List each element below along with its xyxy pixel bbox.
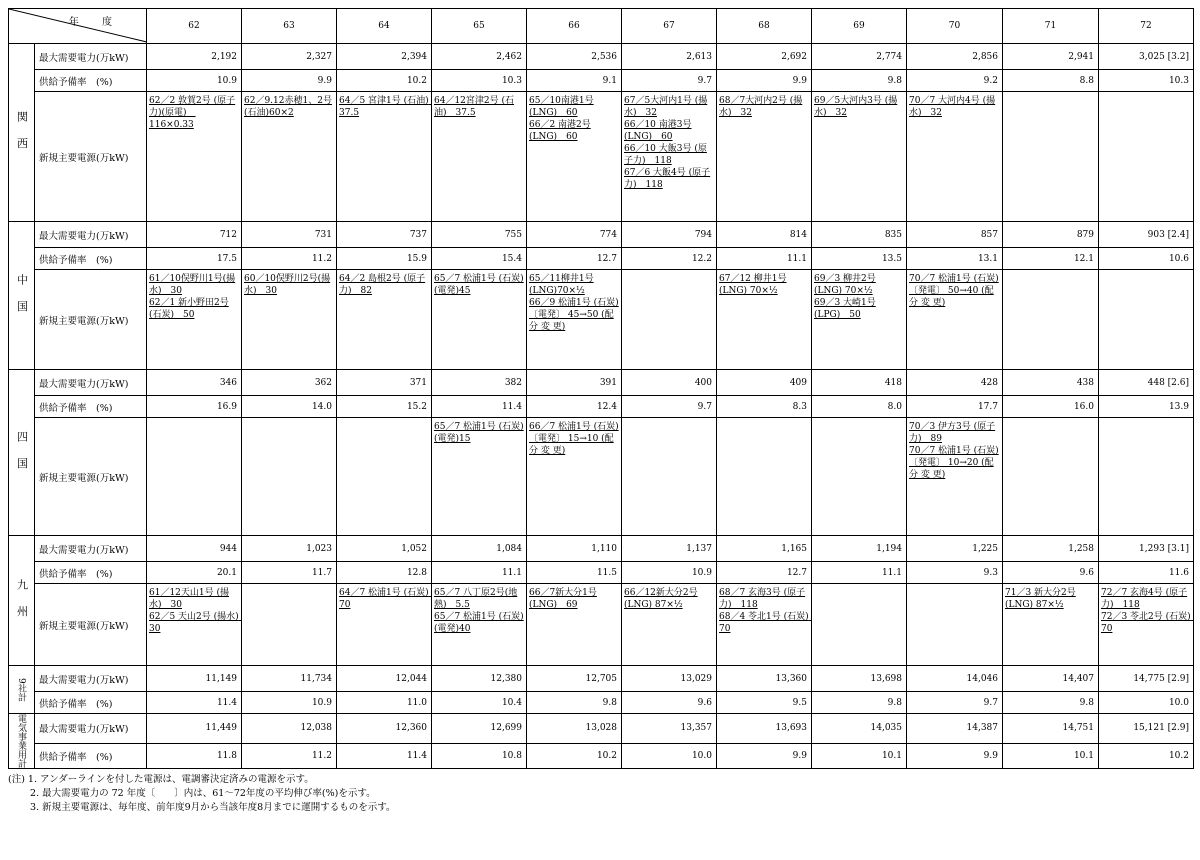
demand-value: 1,194 bbox=[812, 536, 907, 562]
total-demand-value: 12,705 bbox=[527, 666, 622, 692]
reserve-value: 11.2 bbox=[242, 248, 337, 270]
total-demand-value: 14,407 bbox=[1003, 666, 1099, 692]
power-source-entry: 68／4 苓北1号 (石炭) 70 bbox=[719, 612, 809, 634]
power-source-entry: 62／2 敦賀2号 (原子力)(原電) 116×0.33 bbox=[149, 96, 236, 130]
total-demand-value: 12,380 bbox=[432, 666, 527, 692]
power-source-entry: 66／2 南港2号 (LNG) 60 bbox=[529, 120, 591, 142]
reserve-value: 11.5 bbox=[527, 562, 622, 584]
demand-value: 857 bbox=[907, 222, 1003, 248]
demand-value: 737 bbox=[337, 222, 432, 248]
reserve-value: 13.5 bbox=[812, 248, 907, 270]
reserve-value: 13.9 bbox=[1099, 396, 1194, 418]
power-source-entry: 68／7 玄海3号 (原子力) 118 bbox=[719, 588, 806, 610]
sources-cell bbox=[527, 270, 622, 370]
sources-cell bbox=[432, 92, 527, 222]
reserve-label: 供給予備率 (%) bbox=[35, 70, 147, 92]
power-source-entry: 70／3 伊方3号 (原子力) 89 bbox=[909, 422, 996, 444]
sources-cell bbox=[812, 92, 907, 222]
reserve-value: 12.4 bbox=[527, 396, 622, 418]
sources-cell bbox=[242, 270, 337, 370]
reserve-value: 11.1 bbox=[432, 562, 527, 584]
total-reserve-value: 11.2 bbox=[242, 743, 337, 768]
reserve-value: 12.8 bbox=[337, 562, 432, 584]
demand-value: 1,165 bbox=[717, 536, 812, 562]
reserve-value: 17.7 bbox=[907, 396, 1003, 418]
demand-value: 409 bbox=[717, 370, 812, 396]
total-demand-value: 11,449 bbox=[147, 714, 242, 744]
total-demand-value: 14,387 bbox=[907, 714, 1003, 744]
total-demand-value: 14,751 bbox=[1003, 714, 1099, 744]
year-header: 69 bbox=[812, 9, 907, 44]
total-reserve-value: 10.0 bbox=[1099, 692, 1194, 714]
total-reserve-row bbox=[9, 692, 1194, 714]
demand-value: 391 bbox=[527, 370, 622, 396]
year-header: 67 bbox=[622, 9, 717, 44]
sources-cell bbox=[242, 584, 337, 666]
total-demand-value: 12,699 bbox=[432, 714, 527, 744]
sources-row bbox=[9, 584, 1194, 666]
sources-cell bbox=[717, 270, 812, 370]
sources-cell bbox=[622, 270, 717, 370]
reserve-value: 13.1 bbox=[907, 248, 1003, 270]
power-source-entry: 69／3 柳井2号 (LNG) 70×½ bbox=[814, 274, 876, 296]
reserve-label: 供給予備率 (%) bbox=[35, 248, 147, 270]
reserve-value: 9.9 bbox=[717, 70, 812, 92]
demand-value: 755 bbox=[432, 222, 527, 248]
total-demand-value: 14,775 [2.9] bbox=[1099, 666, 1194, 692]
power-source-entry: 61／10俣野川1号(揚水) 30 bbox=[149, 274, 236, 296]
year-header: 63 bbox=[242, 9, 337, 44]
reserve-value: 17.5 bbox=[147, 248, 242, 270]
sources-cell bbox=[432, 270, 527, 370]
power-source-entry: 70／7 松浦1号 (石炭)〔発電〕 50→40 (配 分 変 更) bbox=[909, 274, 999, 308]
reserve-value: 16.0 bbox=[1003, 396, 1099, 418]
demand-value: 794 bbox=[622, 222, 717, 248]
reserve-value: 9.7 bbox=[622, 396, 717, 418]
demand-value: 731 bbox=[242, 222, 337, 248]
sources-cell bbox=[907, 92, 1003, 222]
reserve-value: 9.6 bbox=[1003, 562, 1099, 584]
demand-value: 2,394 bbox=[337, 44, 432, 70]
reserve-value: 9.7 bbox=[622, 70, 717, 92]
reserve-value: 20.1 bbox=[147, 562, 242, 584]
demand-value: 1,023 bbox=[242, 536, 337, 562]
demand-value: 3,025 [3.2] bbox=[1099, 44, 1194, 70]
sources-cell bbox=[1003, 92, 1099, 222]
reserve-value: 12.2 bbox=[622, 248, 717, 270]
power-source-entry: 70／7 大河内4号 (揚水) 32 bbox=[909, 96, 996, 118]
reserve-value: 9.9 bbox=[242, 70, 337, 92]
sources-cell bbox=[337, 418, 432, 536]
demand-value: 2,774 bbox=[812, 44, 907, 70]
total-demand-row bbox=[9, 714, 1194, 744]
power-source-entry: 65／11柳井1号 (LNG)70×½ bbox=[529, 274, 594, 296]
sources-cell bbox=[432, 418, 527, 536]
total-reserve-value: 10.9 bbox=[242, 692, 337, 714]
demand-value: 1,084 bbox=[432, 536, 527, 562]
total-reserve-value: 10.2 bbox=[1099, 743, 1194, 768]
demand-value: 1,293 [3.1] bbox=[1099, 536, 1194, 562]
sources-cell bbox=[622, 584, 717, 666]
demand-value: 2,327 bbox=[242, 44, 337, 70]
power-source-entry: 72／7 玄海4号 (原子力) 118 bbox=[1101, 588, 1188, 610]
demand-label: 最大需要電力(万kW) bbox=[35, 536, 147, 562]
sources-cell bbox=[1099, 92, 1194, 222]
sources-cell bbox=[1099, 584, 1194, 666]
demand-row bbox=[9, 370, 1194, 396]
sources-cell bbox=[1099, 418, 1194, 536]
demand-value: 1,052 bbox=[337, 536, 432, 562]
sources-label: 新規主要電源(万kW) bbox=[35, 270, 147, 370]
total-demand-value: 13,360 bbox=[717, 666, 812, 692]
footnote-3: 3. 新規主要電源は、毎年度、前年度9月から当該年度8月までに運開するものを示す。 bbox=[8, 802, 396, 813]
total-demand-value: 13,029 bbox=[622, 666, 717, 692]
demand-label: 最大需要電力(万kW) bbox=[35, 44, 147, 70]
region-label: 中 国 bbox=[9, 222, 35, 370]
reserve-row bbox=[9, 70, 1194, 92]
demand-value: 382 bbox=[432, 370, 527, 396]
power-source-entry: 68／7大河内2号 (揚水) 32 bbox=[719, 96, 803, 118]
power-source-entry: 67／12 柳井1号 (LNG) 70×½ bbox=[719, 274, 787, 296]
total-demand-value: 13,028 bbox=[527, 714, 622, 744]
demand-value: 418 bbox=[812, 370, 907, 396]
reserve-value: 12.1 bbox=[1003, 248, 1099, 270]
total-demand-value: 11,149 bbox=[147, 666, 242, 692]
year-header: 72 bbox=[1099, 9, 1194, 44]
sources-row bbox=[9, 418, 1194, 536]
sources-cell bbox=[147, 584, 242, 666]
reserve-value: 10.3 bbox=[1099, 70, 1194, 92]
demand-value: 2,856 bbox=[907, 44, 1003, 70]
demand-value: 448 [2.6] bbox=[1099, 370, 1194, 396]
demand-value: 2,462 bbox=[432, 44, 527, 70]
power-source-entry: 66／12新大分2号 (LNG) 87×½ bbox=[624, 588, 698, 610]
reserve-value: 9.1 bbox=[527, 70, 622, 92]
sources-cell bbox=[337, 584, 432, 666]
sources-cell bbox=[812, 418, 907, 536]
total-reserve-value: 10.1 bbox=[812, 743, 907, 768]
sources-cell bbox=[1099, 270, 1194, 370]
sources-cell bbox=[432, 584, 527, 666]
demand-value: 2,536 bbox=[527, 44, 622, 70]
demand-value: 428 bbox=[907, 370, 1003, 396]
total-demand-row bbox=[9, 666, 1194, 692]
power-source-entry: 62／5 天山2号 (揚水) 30 bbox=[149, 612, 239, 634]
reserve-value: 12.7 bbox=[527, 248, 622, 270]
demand-value: 1,110 bbox=[527, 536, 622, 562]
total-demand-value: 12,038 bbox=[242, 714, 337, 744]
reserve-value: 10.9 bbox=[147, 70, 242, 92]
total-demand-value: 13,698 bbox=[812, 666, 907, 692]
demand-value: 835 bbox=[812, 222, 907, 248]
power-source-entry: 71／3 新大分2号 (LNG) 87×½ bbox=[1005, 588, 1076, 610]
demand-row bbox=[9, 222, 1194, 248]
sources-cell bbox=[812, 270, 907, 370]
year-header: 70 bbox=[907, 9, 1003, 44]
total-demand-value: 11,734 bbox=[242, 666, 337, 692]
total-demand-value: 12,044 bbox=[337, 666, 432, 692]
sources-label: 新規主要電源(万kW) bbox=[35, 584, 147, 666]
total-reserve-value: 10.4 bbox=[432, 692, 527, 714]
power-source-entry: 64／2 島根2号 (原子力) 82 bbox=[339, 274, 426, 296]
demand-value: 362 bbox=[242, 370, 337, 396]
power-source-entry: 69／5大河内3号 (揚水) 32 bbox=[814, 96, 898, 118]
demand-row bbox=[9, 44, 1194, 70]
demand-value: 1,225 bbox=[907, 536, 1003, 562]
sources-cell bbox=[527, 92, 622, 222]
power-source-entry: 60／10俣野川2号(揚水) 30 bbox=[244, 274, 331, 296]
sources-cell bbox=[622, 418, 717, 536]
reserve-value: 11.1 bbox=[717, 248, 812, 270]
total-demand-value: 13,357 bbox=[622, 714, 717, 744]
total-reserve-value: 9.5 bbox=[717, 692, 812, 714]
reserve-label: 供給予備率 (%) bbox=[35, 743, 147, 768]
reserve-row bbox=[9, 248, 1194, 270]
power-source-entry: 66／10 大飯3号 (原子力) 118 bbox=[624, 144, 707, 166]
sources-cell bbox=[717, 584, 812, 666]
corner-cell bbox=[9, 9, 147, 44]
reserve-label: 供給予備率 (%) bbox=[35, 562, 147, 584]
demand-value: 2,613 bbox=[622, 44, 717, 70]
power-source-entry: 64／5 宮津1号 (石油) 37.5 bbox=[339, 96, 429, 118]
sources-cell bbox=[1003, 584, 1099, 666]
demand-value: 712 bbox=[147, 222, 242, 248]
demand-label: 最大需要電力(万kW) bbox=[35, 370, 147, 396]
demand-value: 400 bbox=[622, 370, 717, 396]
power-source-entry: 62／9.12赤穂1、2号(石油)60×2 bbox=[244, 96, 332, 118]
reserve-value: 10.3 bbox=[432, 70, 527, 92]
total-reserve-value: 10.2 bbox=[527, 743, 622, 768]
sources-label: 新規主要電源(万kW) bbox=[35, 418, 147, 536]
total-reserve-value: 9.8 bbox=[527, 692, 622, 714]
demand-value: 1,258 bbox=[1003, 536, 1099, 562]
power-source-entry: 62／1 新小野田2号(石炭) 50 bbox=[149, 298, 229, 320]
demand-label: 最大需要電力(万kW) bbox=[35, 222, 147, 248]
power-source-entry: 66／9 松浦1号 (石炭)〔電発〕 45→50 (配 分 変 更) bbox=[529, 298, 619, 332]
power-source-entry: 65／10南港1号 (LNG) 60 bbox=[529, 96, 594, 118]
footnote-1: (注) 1. アンダーラインを付した電源は、電調審決定済みの電源を示す。 bbox=[8, 774, 314, 785]
reserve-value: 12.7 bbox=[717, 562, 812, 584]
reserve-value: 15.2 bbox=[337, 396, 432, 418]
sources-cell bbox=[147, 270, 242, 370]
total-reserve-value: 11.0 bbox=[337, 692, 432, 714]
reserve-value: 10.2 bbox=[337, 70, 432, 92]
total-demand-value: 12,360 bbox=[337, 714, 432, 744]
total-reserve-value: 9.7 bbox=[907, 692, 1003, 714]
power-source-entry: 64／7 松浦1号 (石炭) 70 bbox=[339, 588, 429, 610]
sources-cell bbox=[242, 418, 337, 536]
power-source-entry: 65／7 松浦1号 (石炭)(電発)40 bbox=[434, 612, 524, 634]
total-demand-value: 13,693 bbox=[717, 714, 812, 744]
demand-value: 438 bbox=[1003, 370, 1099, 396]
demand-value: 1,137 bbox=[622, 536, 717, 562]
sources-cell bbox=[337, 92, 432, 222]
sources-cell bbox=[717, 418, 812, 536]
total-demand-value: 14,035 bbox=[812, 714, 907, 744]
sources-cell bbox=[147, 418, 242, 536]
reserve-value: 15.4 bbox=[432, 248, 527, 270]
power-source-entry: 61／12天山1号 (揚水) 30 bbox=[149, 588, 230, 610]
reserve-label: 供給予備率 (%) bbox=[35, 396, 147, 418]
sources-cell bbox=[812, 584, 907, 666]
year-header: 68 bbox=[717, 9, 812, 44]
power-source-entry: 70／7 松浦1号 (石炭)〔発電〕 10→20 (配 分 変 更) bbox=[909, 446, 999, 480]
total-reserve-value: 9.9 bbox=[717, 743, 812, 768]
region-label: 四 国 bbox=[9, 370, 35, 536]
year-header: 65 bbox=[432, 9, 527, 44]
reserve-value: 11.6 bbox=[1099, 562, 1194, 584]
year-header: 71 bbox=[1003, 9, 1099, 44]
power-source-entry: 66／10 南港3号 (LNG) 60 bbox=[624, 120, 692, 142]
power-source-entry: 72／3 苓北2号 (石炭) 70 bbox=[1101, 612, 1191, 634]
demand-value: 346 bbox=[147, 370, 242, 396]
sources-cell bbox=[337, 270, 432, 370]
reserve-row bbox=[9, 562, 1194, 584]
power-source-entry: 66／7 松浦1号 (石炭)〔電発〕 15→10 (配 分 変 更) bbox=[529, 422, 619, 456]
total-reserve-value: 10.8 bbox=[432, 743, 527, 768]
demand-value: 774 bbox=[527, 222, 622, 248]
total-reserve-value: 10.1 bbox=[1003, 743, 1099, 768]
reserve-value: 10.6 bbox=[1099, 248, 1194, 270]
footnote-2: 2. 最大需要電力の 72 年度〔 〕内は、61～72年度の平均伸び率(%)を示す。 bbox=[8, 788, 376, 799]
region-label: 関 西 bbox=[9, 44, 35, 222]
sources-cell bbox=[527, 584, 622, 666]
total-reserve-value: 11.4 bbox=[147, 692, 242, 714]
year-header: 62 bbox=[147, 9, 242, 44]
sources-cell bbox=[1003, 270, 1099, 370]
total-reserve-row bbox=[9, 743, 1194, 768]
reserve-label: 供給予備率 (%) bbox=[35, 692, 147, 714]
reserve-value: 8.8 bbox=[1003, 70, 1099, 92]
year-header: 66 bbox=[527, 9, 622, 44]
demand-value: 879 bbox=[1003, 222, 1099, 248]
power-source-entry: 66／7新大分1号 (LNG) 69 bbox=[529, 588, 597, 610]
power-source-entry: 67／6 大飯4号 (原子力) 118 bbox=[624, 168, 711, 190]
sources-cell bbox=[907, 270, 1003, 370]
reserve-value: 14.0 bbox=[242, 396, 337, 418]
sources-cell bbox=[907, 584, 1003, 666]
sources-cell bbox=[622, 92, 717, 222]
power-source-entry: 69／3 大崎1号 (LPG) 50 bbox=[814, 298, 876, 320]
reserve-value: 11.1 bbox=[812, 562, 907, 584]
demand-value: 2,941 bbox=[1003, 44, 1099, 70]
total-reserve-value: 10.0 bbox=[622, 743, 717, 768]
footnotes bbox=[8, 773, 1192, 815]
sources-cell bbox=[1003, 418, 1099, 536]
reserve-value: 11.7 bbox=[242, 562, 337, 584]
power-source-entry: 65／7 松浦1号 (石炭)(電発)15 bbox=[434, 422, 524, 444]
reserve-value: 16.9 bbox=[147, 396, 242, 418]
total-label: 9社計 bbox=[9, 666, 35, 714]
demand-value: 371 bbox=[337, 370, 432, 396]
sources-cell bbox=[907, 418, 1003, 536]
demand-value: 2,192 bbox=[147, 44, 242, 70]
demand-value: 903 [2.4] bbox=[1099, 222, 1194, 248]
sources-row bbox=[9, 92, 1194, 222]
reserve-value: 8.3 bbox=[717, 396, 812, 418]
demand-label: 最大需要電力(万kW) bbox=[35, 666, 147, 692]
region-label: 九 州 bbox=[9, 536, 35, 666]
total-reserve-value: 9.8 bbox=[1003, 692, 1099, 714]
demand-value: 2,692 bbox=[717, 44, 812, 70]
reserve-value: 9.2 bbox=[907, 70, 1003, 92]
power-source-entry: 65／7 松浦1号 (石炭)(電発)45 bbox=[434, 274, 524, 296]
power-source-entry: 65／7 八丁原2号(地熱) 5.5 bbox=[434, 588, 518, 610]
reserve-value: 11.4 bbox=[432, 396, 527, 418]
total-reserve-value: 11.8 bbox=[147, 743, 242, 768]
reserve-value: 10.9 bbox=[622, 562, 717, 584]
sources-cell bbox=[527, 418, 622, 536]
total-reserve-value: 9.8 bbox=[812, 692, 907, 714]
total-reserve-value: 9.6 bbox=[622, 692, 717, 714]
year-header: 64 bbox=[337, 9, 432, 44]
total-demand-value: 15,121 [2.9] bbox=[1099, 714, 1194, 744]
reserve-value: 9.3 bbox=[907, 562, 1003, 584]
total-label: 電気事業用計 bbox=[9, 714, 35, 769]
sources-row bbox=[9, 270, 1194, 370]
total-demand-value: 14,046 bbox=[907, 666, 1003, 692]
power-source-entry: 64／12宮津2号 (石油) 37.5 bbox=[434, 96, 515, 118]
sources-cell bbox=[147, 92, 242, 222]
total-reserve-value: 9.9 bbox=[907, 743, 1003, 768]
reserve-value: 8.0 bbox=[812, 396, 907, 418]
demand-row bbox=[9, 536, 1194, 562]
reserve-value: 9.8 bbox=[812, 70, 907, 92]
demand-label: 最大需要電力(万kW) bbox=[35, 714, 147, 744]
total-reserve-value: 11.4 bbox=[337, 743, 432, 768]
corner-label: 年 度 bbox=[68, 17, 122, 28]
reserve-value: 15.9 bbox=[337, 248, 432, 270]
sources-label: 新規主要電源(万kW) bbox=[35, 92, 147, 222]
demand-value: 814 bbox=[717, 222, 812, 248]
power-source-entry: 67／5大河内1号 (揚水) 32 bbox=[624, 96, 708, 118]
demand-value: 944 bbox=[147, 536, 242, 562]
year-header-row bbox=[9, 9, 1194, 44]
reserve-row bbox=[9, 396, 1194, 418]
sources-cell bbox=[717, 92, 812, 222]
sources-cell bbox=[242, 92, 337, 222]
supply-demand-table bbox=[8, 8, 1194, 769]
